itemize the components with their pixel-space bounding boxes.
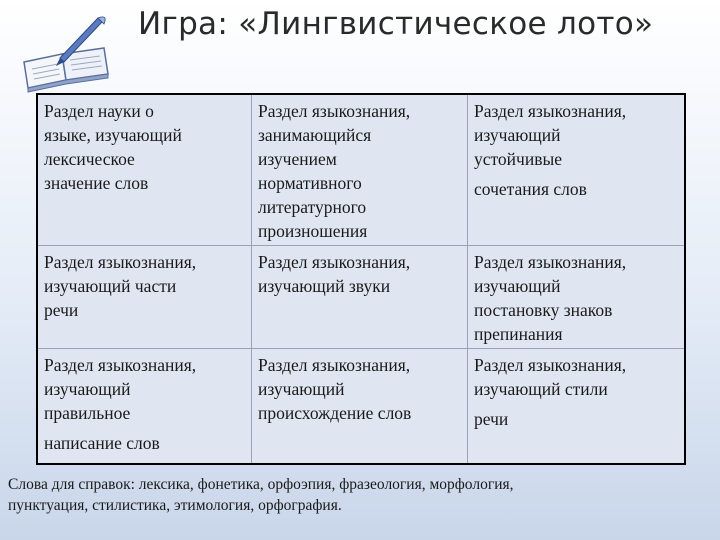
table-cell	[252, 246, 468, 349]
cell-line: Раздел языкознания,	[474, 355, 627, 375]
table-cell	[252, 349, 468, 463]
cell-line: устойчивые	[474, 149, 563, 169]
table-cell	[468, 349, 684, 463]
reference-line: Слова для справок: лексика, фонетика, орфоэпия, фразеология, морфология,	[8, 476, 514, 493]
cell-line: произношения	[258, 221, 368, 241]
cell-line: происхождение слов	[258, 403, 412, 423]
cell-line: изучающий стили	[474, 379, 608, 399]
reference-words	[8, 474, 708, 516]
cell-line: занимающийся	[258, 125, 372, 145]
table-cell	[38, 246, 252, 349]
table-cell	[252, 95, 468, 246]
cell-line: Раздел языкознания,	[474, 101, 627, 121]
cell-line: изучающий	[474, 276, 561, 296]
cell-line: языке, изучающий	[44, 125, 182, 145]
cell-line: Раздел языкознания,	[474, 252, 627, 272]
slide-title: Игра: «Лингвистическое лото»	[138, 6, 654, 42]
cell-line: Раздел науки о	[44, 101, 154, 121]
cell-line: речи	[44, 300, 79, 320]
table-cell	[38, 349, 252, 463]
cell-line: сочетания слов	[474, 179, 587, 199]
cell-line: нормативного	[258, 173, 362, 193]
cell-line: лексическое	[44, 149, 135, 169]
cell-line: постановку знаков	[474, 300, 613, 320]
cell-line: Раздел языкознания,	[258, 101, 411, 121]
book-quill-icon	[20, 14, 112, 94]
cell-line: изучающий	[44, 379, 131, 399]
cell-line: изучающий	[474, 125, 561, 145]
cell-line: изучающий части	[44, 276, 177, 296]
cell-line: речи	[474, 409, 509, 429]
cell-line: изучающий	[258, 379, 345, 399]
cell-line: литературного	[258, 197, 367, 217]
cell-line: написание слов	[44, 433, 160, 453]
cell-line: правильное	[44, 403, 131, 423]
cell-line: Раздел языкознания,	[258, 252, 411, 272]
cell-line: изучением	[258, 149, 337, 169]
cell-line: Раздел языкознания,	[258, 355, 411, 375]
table-cell	[38, 95, 252, 246]
cell-line: Раздел языкознания,	[44, 355, 197, 375]
lotto-table	[36, 93, 686, 465]
cell-line: значение слов	[44, 173, 149, 193]
cell-line: Раздел языкознания,	[44, 252, 197, 272]
table-cell	[468, 95, 684, 246]
cell-line: препинания	[474, 324, 563, 344]
reference-line: пунктуация, стилистика, этимология, орфография.	[8, 497, 342, 514]
cell-line: изучающий звуки	[258, 276, 391, 296]
table-cell	[468, 246, 684, 349]
